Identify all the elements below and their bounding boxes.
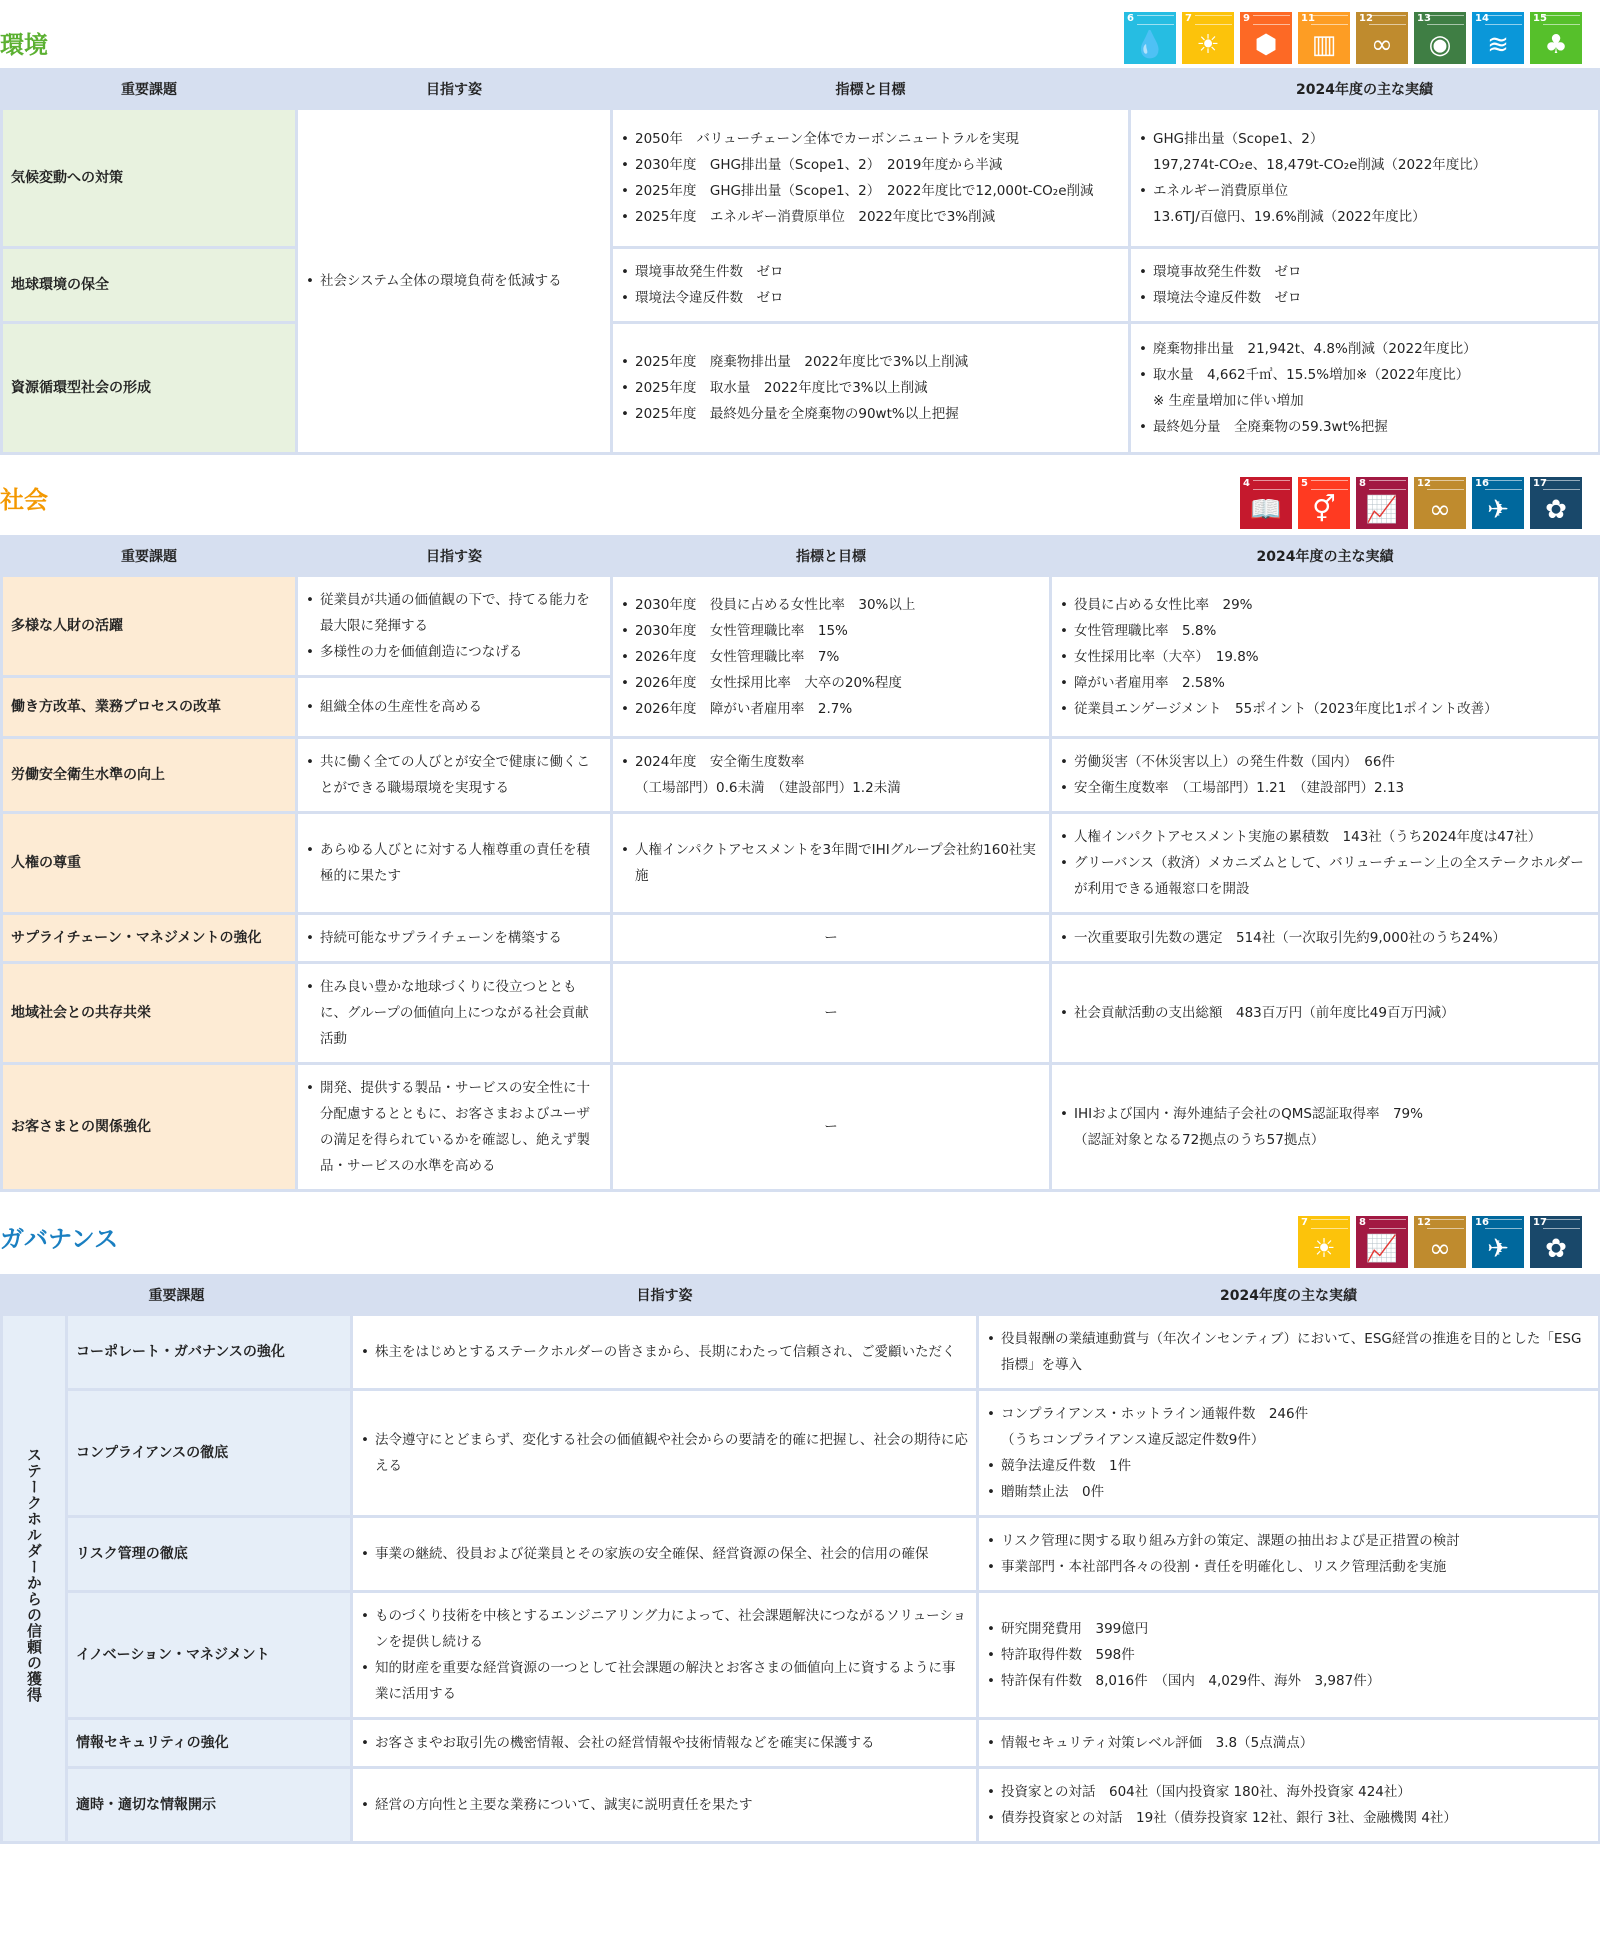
sdg-17-flower-icon — [1530, 477, 1582, 529]
table-row — [3, 110, 1598, 246]
list-item: • グリーバンス（救済）メカニズムとして、バリューチェーン上の全ステークホルダーが利用できる通報窓口を開設 — [1060, 850, 1590, 902]
list-item: • 2030年度 GHG排出量（Scope1、2） 2019年度から半減 — [621, 152, 1120, 178]
issue-cell: 資源循環型社会の形成 — [3, 324, 295, 452]
list-item: • エネルギー消費原単位 13.6TJ/百億円、19.6%削減（2022年度比） — [1139, 178, 1590, 230]
results-cell — [979, 1769, 1598, 1841]
sdg-number: 8 — [1359, 478, 1366, 489]
sdg-5-gender-icon — [1298, 477, 1350, 529]
list-item: • 組織全体の生産性を高める — [306, 694, 602, 720]
table-row — [3, 577, 1598, 675]
targets-cell — [613, 577, 1049, 736]
sdg-number: 11 — [1301, 13, 1315, 24]
goal-cell — [353, 1316, 976, 1388]
list-item: • 経営の方向性と主要な業務について、誠実に説明責任を果たす — [361, 1792, 968, 1818]
sdg-caption-lines — [1427, 480, 1464, 490]
list-item: • 役員に占める女性比率 29% — [1060, 592, 1590, 618]
list-item: • 2050年 バリューチェーン全体でカーボンニュートラルを実現 — [621, 126, 1120, 152]
table-row — [3, 1518, 1598, 1590]
table-row — [3, 1593, 1598, 1717]
sdg-17-flower-icon — [1530, 1216, 1582, 1268]
table-row — [3, 1769, 1598, 1841]
buildings-icon: ▥ — [1311, 30, 1337, 60]
sdg-caption-lines — [1311, 1219, 1348, 1229]
issue-cell: イノベーション・マネジメント — [68, 1593, 350, 1717]
sdg-6-water-drop-icon — [1124, 12, 1176, 64]
goal-cell — [298, 915, 610, 961]
table-row — [3, 915, 1598, 961]
results-cell — [979, 1316, 1598, 1388]
sdg-caption-lines — [1485, 480, 1522, 490]
infinity-icon: ∞ — [1371, 30, 1393, 60]
list-item: • 情報セキュリティ対策レベル評価 3.8（5点満点） — [987, 1730, 1590, 1756]
table-header-row — [3, 538, 1598, 574]
issue-cell: 多様な人財の活躍 — [3, 577, 295, 675]
column-header: 目指す姿 — [298, 538, 610, 574]
goal-cell — [353, 1593, 976, 1717]
list-item: • 投資家との対話 604社（国内投資家 180社、海外投資家 424社） — [987, 1779, 1590, 1805]
society-header — [0, 455, 1600, 535]
sdg-12-infinity-icon — [1414, 1216, 1466, 1268]
issue-cell: リスク管理の徹底 — [68, 1518, 350, 1590]
list-item: • IHIおよび国内・海外連結子会社のQMS認証取得率 79% （認証対象となる72拠点のうち57拠点） — [1060, 1101, 1590, 1153]
results-cell — [1052, 915, 1598, 961]
sdg-8-growth-chart-icon — [1356, 477, 1408, 529]
column-header: 目指す姿 — [353, 1277, 976, 1313]
sdg-16-dove-icon — [1472, 1216, 1524, 1268]
table-header-row — [3, 1277, 1598, 1313]
sdg-number: 6 — [1127, 13, 1134, 24]
column-header: 2024年度の主な実績 — [1131, 71, 1598, 107]
sdg-caption-lines — [1137, 15, 1174, 25]
list-item: • 債券投資家との対話 19社（債券投資家 12社、銀行 3社、金融機関 4社） — [987, 1805, 1590, 1831]
goal-cell — [298, 577, 610, 675]
issue-cell: 地域社会との共存共栄 — [3, 964, 295, 1062]
results-cell — [1052, 1065, 1598, 1189]
results-cell — [1052, 964, 1598, 1062]
table-row — [3, 964, 1598, 1062]
sun-icon: ☀ — [1312, 1234, 1336, 1264]
table-row — [3, 1391, 1598, 1515]
sdg-caption-lines — [1485, 15, 1522, 25]
table-row — [3, 1720, 1598, 1766]
sdg-caption-lines — [1311, 15, 1348, 25]
table-header-row — [3, 71, 1598, 107]
results-cell — [979, 1518, 1598, 1590]
list-item: • あらゆる人びとに対する人権尊重の責任を積極的に果たす — [306, 837, 602, 889]
sdg-12-infinity-icon — [1356, 12, 1408, 64]
goal-cell — [353, 1391, 976, 1515]
targets-dash: ー — [613, 915, 1049, 961]
list-item: • リスク管理に関する取り組み方針の策定、課題の抽出および是正措置の検討 — [987, 1528, 1590, 1554]
targets-cell — [613, 110, 1128, 246]
water-drop-icon: 💧 — [1133, 30, 1167, 60]
list-item: • 最終処分量 全廃棄物の59.3wt%把握 — [1139, 414, 1590, 440]
column-header: 指標と目標 — [613, 71, 1128, 107]
environment-title: 環境 — [0, 31, 48, 59]
list-item: • 人権インパクトアセスメントを3年間でIHIグループ会社約160社実施 — [621, 837, 1041, 889]
sdg-13-eye-icon — [1414, 12, 1466, 64]
goal-cell — [298, 1065, 610, 1189]
growth-chart-icon: 📈 — [1365, 1234, 1399, 1264]
list-item: • 研究開発費用 399億円 — [987, 1616, 1590, 1642]
infinity-icon: ∞ — [1429, 1234, 1451, 1264]
issue-cell: 労働安全衛生水準の向上 — [3, 739, 295, 811]
list-item: • 2026年度 障がい者雇用率 2.7% — [621, 696, 1041, 722]
fish-icon: ≋ — [1487, 30, 1509, 60]
targets-cell — [613, 814, 1049, 912]
targets-dash: ー — [613, 964, 1049, 1062]
issue-cell: サプライチェーン・マネジメントの強化 — [3, 915, 295, 961]
list-item: • 2025年度 取水量 2022年度比で3%以上削減 — [621, 375, 1120, 401]
targets-cell — [613, 324, 1128, 452]
sdg-number: 16 — [1475, 478, 1489, 489]
list-item: • 知的財産を重要な経営資源の一つとして社会課題の解決とお客さまの価値向上に資するように事業に活用する — [361, 1655, 968, 1707]
list-item: • 特許取得件数 598件 — [987, 1642, 1590, 1668]
governance-title: ガバナンス — [0, 1225, 119, 1253]
column-header: 重要課題 — [3, 1277, 350, 1313]
issue-cell: コンプライアンスの徹底 — [68, 1391, 350, 1515]
list-item: • 人権インパクトアセスメント実施の累積数 143社（うち2024年度は47社） — [1060, 824, 1590, 850]
sdg-number: 14 — [1475, 13, 1489, 24]
sun-icon: ☀ — [1196, 30, 1220, 60]
sdg-number: 13 — [1417, 13, 1431, 24]
list-item: • 障がい者雇用率 2.58% — [1060, 670, 1590, 696]
sdg-number: 7 — [1185, 13, 1192, 24]
list-item: • 競争法違反件数 1件 — [987, 1453, 1590, 1479]
list-item: • 2024年度 安全衛生度数率 （工場部門）0.6未満 （建設部門）1.2未満 — [621, 749, 1041, 801]
targets-cell — [613, 249, 1128, 321]
table-row — [3, 814, 1598, 912]
cubes-icon: ⬢ — [1254, 30, 1278, 60]
society-sdg-icons — [1240, 477, 1582, 529]
list-item: • 多様性の力を価値創造につなげる — [306, 639, 602, 665]
growth-chart-icon: 📈 — [1365, 495, 1399, 525]
issue-cell: 気候変動への対策 — [3, 110, 295, 246]
goal-cell — [298, 678, 610, 736]
sdg-caption-lines — [1253, 480, 1290, 490]
sdg-number: 16 — [1475, 1217, 1489, 1228]
list-item: • 2026年度 女性管理職比率 7% — [621, 644, 1041, 670]
sdg-7-sun-icon — [1298, 1216, 1350, 1268]
results-cell — [979, 1593, 1598, 1717]
list-item: • 役員報酬の業績連動賞与（年次インセンティブ）において、ESG経営の推進を目的とした「ESG指標」を導入 — [987, 1326, 1590, 1378]
list-item: • 一次重要取引先数の選定 514社（一次取引先約9,000社のうち24%） — [1060, 925, 1590, 951]
sdg-caption-lines — [1369, 1219, 1406, 1229]
list-item: • GHG排出量（Scope1、2） 197,274t-CO₂e、18,479t-CO₂e削減（2022年度比） — [1139, 126, 1590, 178]
sdg-number: 9 — [1243, 13, 1250, 24]
table-row — [3, 1065, 1598, 1189]
society-table — [0, 535, 1600, 1192]
results-cell — [1052, 739, 1598, 811]
results-cell — [1131, 110, 1598, 246]
column-header: 2024年度の主な実績 — [979, 1277, 1598, 1313]
sdg-9-cubes-icon — [1240, 12, 1292, 64]
targets-cell — [613, 739, 1049, 811]
society-title: 社会 — [0, 486, 48, 514]
results-cell — [1052, 577, 1598, 736]
sdg-7-sun-icon — [1182, 12, 1234, 64]
sdg-number: 12 — [1359, 13, 1373, 24]
results-cell — [1052, 814, 1598, 912]
list-item: • 環境法令違反件数 ゼロ — [621, 285, 1120, 311]
list-item: • 法令遵守にとどまらず、変化する社会の価値観や社会からの要請を的確に把握し、社会の期待に応える — [361, 1427, 968, 1479]
results-cell — [1131, 324, 1598, 452]
flower-icon: ✿ — [1545, 495, 1567, 525]
gender-icon: ⚥ — [1312, 495, 1336, 525]
issue-cell: 人権の尊重 — [3, 814, 295, 912]
dove-icon: ✈ — [1487, 1234, 1509, 1264]
list-item: • お客さまやお取引先の機密情報、会社の経営情報や技術情報などを確実に保護する — [361, 1730, 968, 1756]
sdg-caption-lines — [1427, 1219, 1464, 1229]
list-item: • 社会システム全体の環境負荷を低減する — [306, 268, 602, 294]
tree-icon: ♣ — [1544, 30, 1568, 60]
sdg-caption-lines — [1311, 480, 1348, 490]
results-cell — [979, 1720, 1598, 1766]
book-icon: 📖 — [1249, 495, 1283, 525]
sdg-number: 12 — [1417, 1217, 1431, 1228]
list-item: • 贈賄禁止法 0件 — [987, 1479, 1590, 1505]
governance-table — [0, 1274, 1600, 1844]
sdg-caption-lines — [1427, 15, 1464, 25]
list-item: • 2030年度 女性管理職比率 15% — [621, 618, 1041, 644]
list-item: • 住み良い豊かな地球づくりに役立つとともに、グループの価値向上につながる社会貢献活動 — [306, 974, 602, 1052]
issue-cell: 適時・適切な情報開示 — [68, 1769, 350, 1841]
list-item: • 女性管理職比率 5.8% — [1060, 618, 1590, 644]
sdg-caption-lines — [1543, 15, 1580, 25]
sdg-caption-lines — [1543, 1219, 1580, 1229]
sdg-16-dove-icon — [1472, 477, 1524, 529]
list-item: • 環境事故発生件数 ゼロ — [621, 259, 1120, 285]
sdg-number: 7 — [1301, 1217, 1308, 1228]
sdg-caption-lines — [1543, 480, 1580, 490]
sdg-4-book-icon — [1240, 477, 1292, 529]
list-item: • 従業員エンゲージメント 55ポイント（2023年度比1ポイント改善） — [1060, 696, 1590, 722]
list-item: • 安全衛生度数率 （工場部門）1.21 （建設部門）2.13 — [1060, 775, 1590, 801]
list-item: • 持続可能なサプライチェーンを構築する — [306, 925, 602, 951]
column-header: 重要課題 — [3, 538, 295, 574]
sdg-number: 12 — [1417, 478, 1431, 489]
list-item: • 廃棄物排出量 21,942t、4.8%削減（2022年度比） — [1139, 336, 1590, 362]
issue-cell: 地球環境の保全 — [3, 249, 295, 321]
column-header: 重要課題 — [3, 71, 295, 107]
targets-dash: ー — [613, 1065, 1049, 1189]
sdg-14-fish-icon — [1472, 12, 1524, 64]
list-item: • 2026年度 女性採用比率 大卒の20%程度 — [621, 670, 1041, 696]
sdg-number: 4 — [1243, 478, 1250, 489]
issue-cell: コーポレート・ガバナンスの強化 — [68, 1316, 350, 1388]
sdg-caption-lines — [1369, 15, 1406, 25]
sdg-number: 17 — [1533, 478, 1547, 489]
goal-cell — [298, 964, 610, 1062]
sdg-number: 17 — [1533, 1217, 1547, 1228]
goal-cell — [298, 814, 610, 912]
list-item: • 特許保有件数 8,016件 （国内 4,029件、海外 3,987件） — [987, 1668, 1590, 1694]
goal-cell — [353, 1769, 976, 1841]
list-item: • コンプライアンス・ホットライン通報件数 246件 （うちコンプライアンス違反認定件数9件） — [987, 1401, 1590, 1453]
list-item: • ものづくり技術を中核とするエンジニアリング力によって、社会課題解決につながるソリューションを提供し続ける — [361, 1603, 968, 1655]
sdg-caption-lines — [1485, 1219, 1522, 1229]
table-row — [3, 739, 1598, 811]
list-item: • 株主をはじめとするステークホルダーの皆さまから、長期にわたって信頼され、ご愛顧いただく — [361, 1339, 968, 1365]
results-cell — [1131, 249, 1598, 321]
governance-header — [0, 1192, 1600, 1274]
issue-cell: 情報セキュリティの強化 — [68, 1720, 350, 1766]
list-item: • 2025年度 廃棄物排出量 2022年度比で3%以上削減 — [621, 349, 1120, 375]
sdg-number: 15 — [1533, 13, 1547, 24]
list-item: • 環境法令違反件数 ゼロ — [1139, 285, 1590, 311]
environment-header — [0, 0, 1600, 68]
list-item: • 2025年度 GHG排出量（Scope1、2） 2022年度比で12,000t-CO₂e削減 — [621, 178, 1120, 204]
dove-icon: ✈ — [1487, 495, 1509, 525]
table-row — [3, 249, 1598, 321]
vertical-label-text: ステークホルダーからの信頼の獲得 — [25, 1446, 43, 1703]
issue-cell: お客さまとの関係強化 — [3, 1065, 295, 1189]
sdg-8-growth-chart-icon — [1356, 1216, 1408, 1268]
goal-cell — [298, 739, 610, 811]
goal-cell — [298, 110, 610, 452]
environment-sdg-icons — [1124, 12, 1582, 64]
list-item: • 事業の継続、役員および従業員とその家族の安全確保、経営資源の保全、社会的信用の確保 — [361, 1541, 968, 1567]
list-item: • 環境事故発生件数 ゼロ — [1139, 259, 1590, 285]
infinity-icon: ∞ — [1429, 495, 1451, 525]
list-item: • 共に働く全ての人びとが安全で健康に働くことができる職場環境を実現する — [306, 749, 602, 801]
table-row — [3, 1316, 1598, 1388]
column-header: 目指す姿 — [298, 71, 610, 107]
sdg-caption-lines — [1369, 480, 1406, 490]
list-item: • 社会貢献活動の支出総額 483百万円（前年度比49百万円減） — [1060, 1000, 1590, 1026]
eye-icon: ◉ — [1428, 30, 1452, 60]
list-item: • 2025年度 最終処分量を全廃棄物の90wt%以上把握 — [621, 401, 1120, 427]
list-item: • 2030年度 役員に占める女性比率 30%以上 — [621, 592, 1041, 618]
vertical-category-label — [3, 1316, 65, 1841]
flower-icon: ✿ — [1545, 1234, 1567, 1264]
sdg-number: 8 — [1359, 1217, 1366, 1228]
environment-table — [0, 68, 1600, 455]
sdg-12-infinity-icon — [1414, 477, 1466, 529]
sdg-11-buildings-icon — [1298, 12, 1350, 64]
column-header: 2024年度の主な実績 — [1052, 538, 1598, 574]
column-header: 指標と目標 — [613, 538, 1049, 574]
list-item: • 女性採用比率（大卒） 19.8% — [1060, 644, 1590, 670]
sdg-caption-lines — [1195, 15, 1232, 25]
goal-cell — [353, 1518, 976, 1590]
list-item: • 労働災害（不休災害以上）の発生件数（国内） 66件 — [1060, 749, 1590, 775]
list-item: • 取水量 4,662千㎥、15.5%増加※（2022年度比） ※ 生産量増加に伴い増加 — [1139, 362, 1590, 414]
list-item: • 従業員が共通の価値観の下で、持てる能力を最大限に発揮する — [306, 587, 602, 639]
goal-cell — [353, 1720, 976, 1766]
list-item: • 事業部門・本社部門各々の役割・責任を明確化し、リスク管理活動を実施 — [987, 1554, 1590, 1580]
issue-cell: 働き方改革、業務プロセスの改革 — [3, 678, 295, 736]
sdg-number: 5 — [1301, 478, 1308, 489]
sdg-15-tree-icon — [1530, 12, 1582, 64]
list-item: • 2025年度 エネルギー消費原単位 2022年度比で3%削減 — [621, 204, 1120, 230]
sdg-caption-lines — [1253, 15, 1290, 25]
list-item: • 開発、提供する製品・サービスの安全性に十分配慮するとともに、お客さまおよびユーザの満足を得られているかを確認し、絶えず製品・サービスの水準を高める — [306, 1075, 602, 1179]
governance-sdg-icons — [1298, 1216, 1582, 1268]
table-row — [3, 324, 1598, 452]
results-cell — [979, 1391, 1598, 1515]
